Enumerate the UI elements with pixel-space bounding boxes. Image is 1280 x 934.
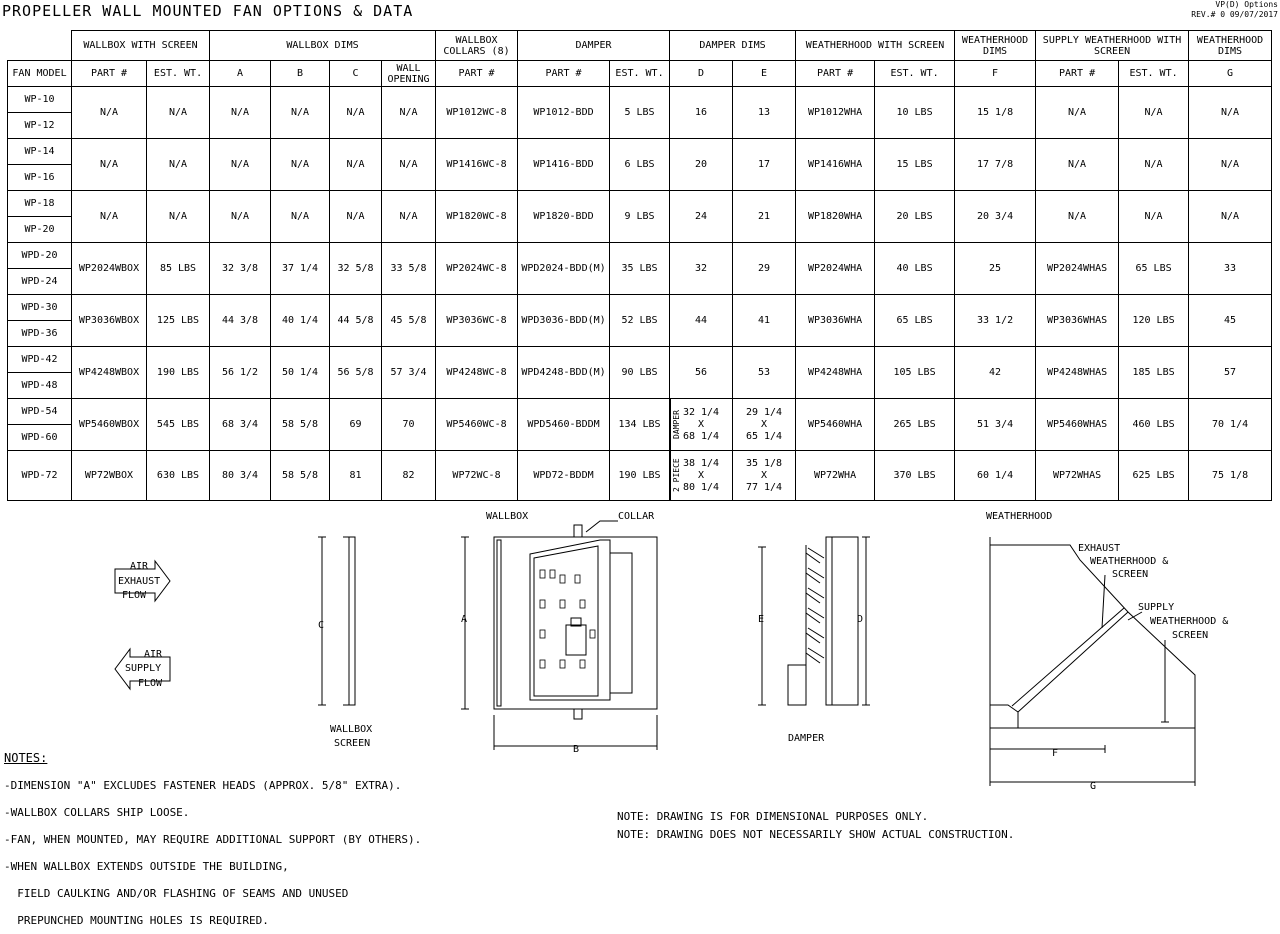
cell-wh-wt: 40 LBS [875, 243, 955, 295]
cell-g: 75 1/8 [1189, 451, 1272, 501]
disclaimer-1: NOTE: DRAWING IS FOR DIMENSIONAL PURPOSES ONLY. [617, 810, 929, 823]
cell-wo: 82 [382, 451, 436, 501]
col-a: A [210, 61, 271, 87]
cell-wb-part: WP3036WBOX [72, 295, 147, 347]
cell-g: 45 [1189, 295, 1272, 347]
note-2: -WALLBOX COLLARS SHIP LOOSE. [4, 806, 190, 819]
wallbox-label: WALLBOX [486, 511, 529, 522]
cell-collar: WP4248WC-8 [436, 347, 518, 399]
supply-label: SUPPLY [125, 663, 162, 674]
col-swh-wt: EST. WT. [1119, 61, 1189, 87]
cell-a: 80 3/4 [210, 451, 271, 501]
cell-g: N/A [1189, 87, 1272, 139]
cell-dmp-wt: 90 LBS [610, 347, 670, 399]
cell-wh-wt: 10 LBS [875, 87, 955, 139]
note-1: -DIMENSION "A" EXCLUDES FASTENER HEADS (APPROX. 5/8" EXTRA). [4, 779, 402, 792]
exhaust-wh-label-3: SCREEN [1112, 569, 1149, 580]
cell-c: N/A [330, 87, 382, 139]
col-e: E [733, 61, 796, 87]
cell-wb-wt: 125 LBS [147, 295, 210, 347]
cell-dmp-wt: 190 LBS [610, 451, 670, 501]
cell-wb-wt: N/A [147, 87, 210, 139]
d-value-2: 68 1/4 [682, 430, 720, 442]
cell-wb-wt: 545 LBS [147, 399, 210, 451]
cell-dmp-wt: 35 LBS [610, 243, 670, 295]
e-value-2: 77 1/4 [745, 481, 783, 493]
cell-g: 57 [1189, 347, 1272, 399]
fan-model-cell: WPD-30 [8, 295, 72, 321]
fan-model-cell: WP-14 [8, 139, 72, 165]
wallbox-screen-label-2: SCREEN [334, 738, 371, 749]
e-value-1: 29 1/4 [745, 406, 783, 418]
drawing-disclaimers [617, 808, 1014, 844]
supply-wh-label-2: WEATHERHOOD & [1150, 616, 1229, 627]
cell-f: 33 1/2 [955, 295, 1036, 347]
cell-damper: WPD4248-BDD(M) [518, 347, 610, 399]
cell-wh-part: WP1012WHA [796, 87, 875, 139]
col-d: D [670, 61, 733, 87]
d-times: X [698, 418, 705, 430]
document-code: VP(D) Options [1215, 0, 1278, 9]
cell-wb-part: WP72WBOX [72, 451, 147, 501]
cell-swh-part: WP3036WHAS [1036, 295, 1119, 347]
col-c: C [330, 61, 382, 87]
cell-wb-part: WP2024WBOX [72, 243, 147, 295]
col-wh-part: PART # [796, 61, 875, 87]
fan-model-cell: WP-12 [8, 113, 72, 139]
group-damper-dims: DAMPER DIMS [670, 31, 796, 61]
air-supply-label: AIR [144, 649, 163, 660]
cell-d: 20 [670, 139, 733, 191]
cell-c: N/A [330, 139, 382, 191]
notes-heading: NOTES: [4, 751, 48, 765]
col-wb-wt: EST. WT. [147, 61, 210, 87]
cell-a: 56 1/2 [210, 347, 271, 399]
cell-wh-part: WP4248WHA [796, 347, 875, 399]
dim-c-label: C [318, 620, 325, 631]
fan-model-cell: WP-10 [8, 87, 72, 113]
col-g: G [1189, 61, 1272, 87]
cell-dmp-wt: 5 LBS [610, 87, 670, 139]
wallbox-drawing [461, 521, 657, 750]
group-weatherhood: WEATHERHOOD WITH SCREEN [796, 31, 955, 61]
cell-damper: WP1820-BDD [518, 191, 610, 243]
cell-c: 69 [330, 399, 382, 451]
dim-e-label: E [758, 614, 765, 625]
cell-damper: WP1012-BDD [518, 87, 610, 139]
cell-a: 32 3/8 [210, 243, 271, 295]
note-4a: -WHEN WALLBOX EXTENDS OUTSIDE THE BUILDING, [4, 860, 289, 873]
cell-swh-wt: 65 LBS [1119, 243, 1189, 295]
cell-dmp-wt: 9 LBS [610, 191, 670, 243]
fan-model-cell: WPD-48 [8, 373, 72, 399]
cell-swh-wt: N/A [1119, 191, 1189, 243]
cell-dmp-wt: 52 LBS [610, 295, 670, 347]
cell-damper: WP1416-BDD [518, 139, 610, 191]
cell-e: 29 [733, 243, 796, 295]
group-supply-dims: WEATHERHOOD DIMS [1189, 31, 1272, 61]
cell-swh-part: WP2024WHAS [1036, 243, 1119, 295]
cell-b: N/A [271, 139, 330, 191]
cell-wo: N/A [382, 87, 436, 139]
group-wallbox: WALLBOX WITH SCREEN [72, 31, 210, 61]
cell-damper: WPD72-BDDM [518, 451, 610, 501]
two-piece-damper-label: 2 PIECE [670, 451, 680, 500]
cell-dmp-wt: 134 LBS [610, 399, 670, 451]
cell-wh-wt: 265 LBS [875, 399, 955, 451]
cell-wh-part: WP3036WHA [796, 295, 875, 347]
cell-swh-part: WP4248WHAS [1036, 347, 1119, 399]
cell-f: 60 1/4 [955, 451, 1036, 501]
exhaust-wh-label-1: EXHAUST [1078, 543, 1121, 554]
notes-block [4, 745, 421, 934]
cell-damper: WPD3036-BDD(M) [518, 295, 610, 347]
cell-wh-part: WP1416WHA [796, 139, 875, 191]
cell-swh-wt: N/A [1119, 139, 1189, 191]
fan-model-cell: WPD-60 [8, 425, 72, 451]
cell-f: 42 [955, 347, 1036, 399]
cell-damper: WPD5460-BDDM [518, 399, 610, 451]
air-exhaust-label: AIR [130, 561, 149, 572]
cell-swh-part: WP5460WHAS [1036, 399, 1119, 451]
cell-collar: WP2024WC-8 [436, 243, 518, 295]
d-value-1: 38 1/4 [682, 457, 720, 469]
cell-wh-wt: 20 LBS [875, 191, 955, 243]
e-times: X [761, 469, 768, 481]
cell-wh-wt: 105 LBS [875, 347, 955, 399]
col-fan-model: FAN MODEL [8, 61, 72, 87]
cell-wo: N/A [382, 191, 436, 243]
cell-d: 32 [670, 243, 733, 295]
cell-collar: WP1820WC-8 [436, 191, 518, 243]
cell-f: 15 1/8 [955, 87, 1036, 139]
cell-d: 56 [670, 347, 733, 399]
exhaust-wh-label-2: WEATHERHOOD & [1090, 556, 1169, 567]
cell-a: N/A [210, 139, 271, 191]
cell-wb-wt: 85 LBS [147, 243, 210, 295]
e-value-2: 65 1/4 [745, 430, 783, 442]
supply-wh-label-1: SUPPLY [1138, 602, 1175, 613]
cell-a: 44 3/8 [210, 295, 271, 347]
cell-wh-part: WP72WHA [796, 451, 875, 501]
disclaimer-2: NOTE: DRAWING DOES NOT NECESSARILY SHOW ACTUAL CONSTRUCTION. [617, 828, 1015, 841]
cell-swh-wt: 120 LBS [1119, 295, 1189, 347]
cell-collar: WP1416WC-8 [436, 139, 518, 191]
cell-swh-wt: 460 LBS [1119, 399, 1189, 451]
cell-wo: 33 5/8 [382, 243, 436, 295]
d-value-1: 32 1/4 [682, 406, 720, 418]
cell-b: 58 5/8 [271, 399, 330, 451]
cell-d: 16 [670, 87, 733, 139]
col-damper-part: PART # [518, 61, 610, 87]
cell-collar: WP1012WC-8 [436, 87, 518, 139]
cell-collar: WP3036WC-8 [436, 295, 518, 347]
cell-e: 21 [733, 191, 796, 243]
cell-wb-wt: 630 LBS [147, 451, 210, 501]
two-piece-damper-label: DAMPER [670, 399, 680, 450]
col-collar-part: PART # [436, 61, 518, 87]
dim-b-label: B [573, 744, 580, 755]
cell-wb-part: N/A [72, 139, 147, 191]
cell-wo: 57 3/4 [382, 347, 436, 399]
dim-f-label: F [1052, 748, 1059, 759]
cell-collar: WP5460WC-8 [436, 399, 518, 451]
dim-g-label: G [1090, 781, 1097, 792]
cell-g: 33 [1189, 243, 1272, 295]
note-4b: FIELD CAULKING AND/OR FLASHING OF SEAMS AND UNUSED [4, 887, 349, 900]
fan-model-cell: WPD-36 [8, 321, 72, 347]
page-title: PROPELLER WALL MOUNTED FAN OPTIONS & DATA [2, 2, 414, 20]
group-supply-wh: SUPPLY WEATHERHOOD WITH SCREEN [1036, 31, 1189, 61]
col-f: F [955, 61, 1036, 87]
cell-wo: 70 [382, 399, 436, 451]
cell-c: 56 5/8 [330, 347, 382, 399]
cell-b: N/A [271, 87, 330, 139]
d-value-2: 80 1/4 [682, 481, 720, 493]
cell-d: 44 [670, 295, 733, 347]
fan-model-cell: WPD-72 [8, 451, 72, 501]
cell-a: 68 3/4 [210, 399, 271, 451]
fan-model-cell: WPD-20 [8, 243, 72, 269]
exhaust-flow-label: FLOW [122, 590, 147, 601]
cell-wh-part: WP5460WHA [796, 399, 875, 451]
e-times: X [761, 418, 768, 430]
cell-wb-part: N/A [72, 191, 147, 243]
cell-swh-part: N/A [1036, 87, 1119, 139]
col-b: B [271, 61, 330, 87]
cell-e: 53 [733, 347, 796, 399]
exhaust-label: EXHAUST [118, 576, 161, 587]
note-4c: PREPUNCHED MOUNTING HOLES IS REQUIRED. [4, 914, 269, 927]
cell-wh-wt: 65 LBS [875, 295, 955, 347]
cell-c: 32 5/8 [330, 243, 382, 295]
fan-model-cell: WPD-42 [8, 347, 72, 373]
cell-swh-wt: N/A [1119, 87, 1189, 139]
supply-flow-label: FLOW [138, 678, 163, 689]
cell-c: 44 5/8 [330, 295, 382, 347]
cell-g: N/A [1189, 139, 1272, 191]
cell-wb-part: WP5460WBOX [72, 399, 147, 451]
fan-model-cell: WP-16 [8, 165, 72, 191]
col-wb-part: PART # [72, 61, 147, 87]
cell-e: 41 [733, 295, 796, 347]
note-3: -FAN, WHEN MOUNTED, MAY REQUIRE ADDITIONAL SUPPORT (BY OTHERS). [4, 833, 422, 846]
group-wallbox-dims: WALLBOX DIMS [210, 31, 436, 61]
cell-g: N/A [1189, 191, 1272, 243]
cell-f: 20 3/4 [955, 191, 1036, 243]
cell-wo: 45 5/8 [382, 295, 436, 347]
cell-g: 70 1/4 [1189, 399, 1272, 451]
cell-b: 40 1/4 [271, 295, 330, 347]
col-wh-wt: EST. WT. [875, 61, 955, 87]
cell-f: 51 3/4 [955, 399, 1036, 451]
col-wall-opening: WALL OPENING [382, 61, 436, 87]
cell-wb-part: N/A [72, 87, 147, 139]
cell-wb-part: WP4248WBOX [72, 347, 147, 399]
cell-dmp-wt: 6 LBS [610, 139, 670, 191]
cell-swh-part: N/A [1036, 191, 1119, 243]
cell-a: N/A [210, 191, 271, 243]
cell-wh-part: WP1820WHA [796, 191, 875, 243]
cell-f: 25 [955, 243, 1036, 295]
cell-b: 58 5/8 [271, 451, 330, 501]
cell-swh-part: N/A [1036, 139, 1119, 191]
cell-wb-wt: N/A [147, 191, 210, 243]
fan-model-cell: WP-20 [8, 217, 72, 243]
cell-wb-wt: N/A [147, 139, 210, 191]
fan-model-cell: WPD-24 [8, 269, 72, 295]
cell-b: 50 1/4 [271, 347, 330, 399]
e-value-1: 35 1/8 [745, 457, 783, 469]
cell-wh-wt: 370 LBS [875, 451, 955, 501]
cell-wh-wt: 15 LBS [875, 139, 955, 191]
cell-wb-wt: 190 LBS [147, 347, 210, 399]
group-collars: WALLBOX COLLARS (8) [436, 31, 518, 61]
cell-swh-wt: 185 LBS [1119, 347, 1189, 399]
group-wh-dims: WEATHERHOOD DIMS [955, 31, 1036, 61]
cell-b: N/A [271, 191, 330, 243]
cell-c: N/A [330, 191, 382, 243]
col-damper-wt: EST. WT. [610, 61, 670, 87]
cell-d: 24 [670, 191, 733, 243]
weatherhood-label: WEATHERHOOD [986, 511, 1053, 522]
cell-f: 17 7/8 [955, 139, 1036, 191]
cell-a: N/A [210, 87, 271, 139]
d-times: X [698, 469, 705, 481]
supply-wh-label-3: SCREEN [1172, 630, 1209, 641]
cell-wh-part: WP2024WHA [796, 243, 875, 295]
cell-wo: N/A [382, 139, 436, 191]
cell-e: 17 [733, 139, 796, 191]
damper-label: DAMPER [788, 733, 825, 744]
weatherhood-drawing [990, 537, 1195, 786]
cell-swh-part: WP72WHAS [1036, 451, 1119, 501]
fan-model-cell: WPD-54 [8, 399, 72, 425]
cell-b: 37 1/4 [271, 243, 330, 295]
fan-model-cell: WP-18 [8, 191, 72, 217]
dim-a-label: A [461, 614, 468, 625]
cell-damper: WPD2024-BDD(M) [518, 243, 610, 295]
group-damper: DAMPER [518, 31, 670, 61]
cell-swh-wt: 625 LBS [1119, 451, 1189, 501]
cell-collar: WP72WC-8 [436, 451, 518, 501]
damper-drawing [758, 537, 870, 705]
wallbox-screen-label-1: WALLBOX [330, 724, 373, 735]
dim-d-label: D [857, 614, 864, 625]
cell-e: 13 [733, 87, 796, 139]
cell-c: 81 [330, 451, 382, 501]
col-swh-part: PART # [1036, 61, 1119, 87]
collar-label: COLLAR [618, 511, 655, 522]
revision-date: REV.# 0 09/07/2017 [1191, 10, 1278, 19]
